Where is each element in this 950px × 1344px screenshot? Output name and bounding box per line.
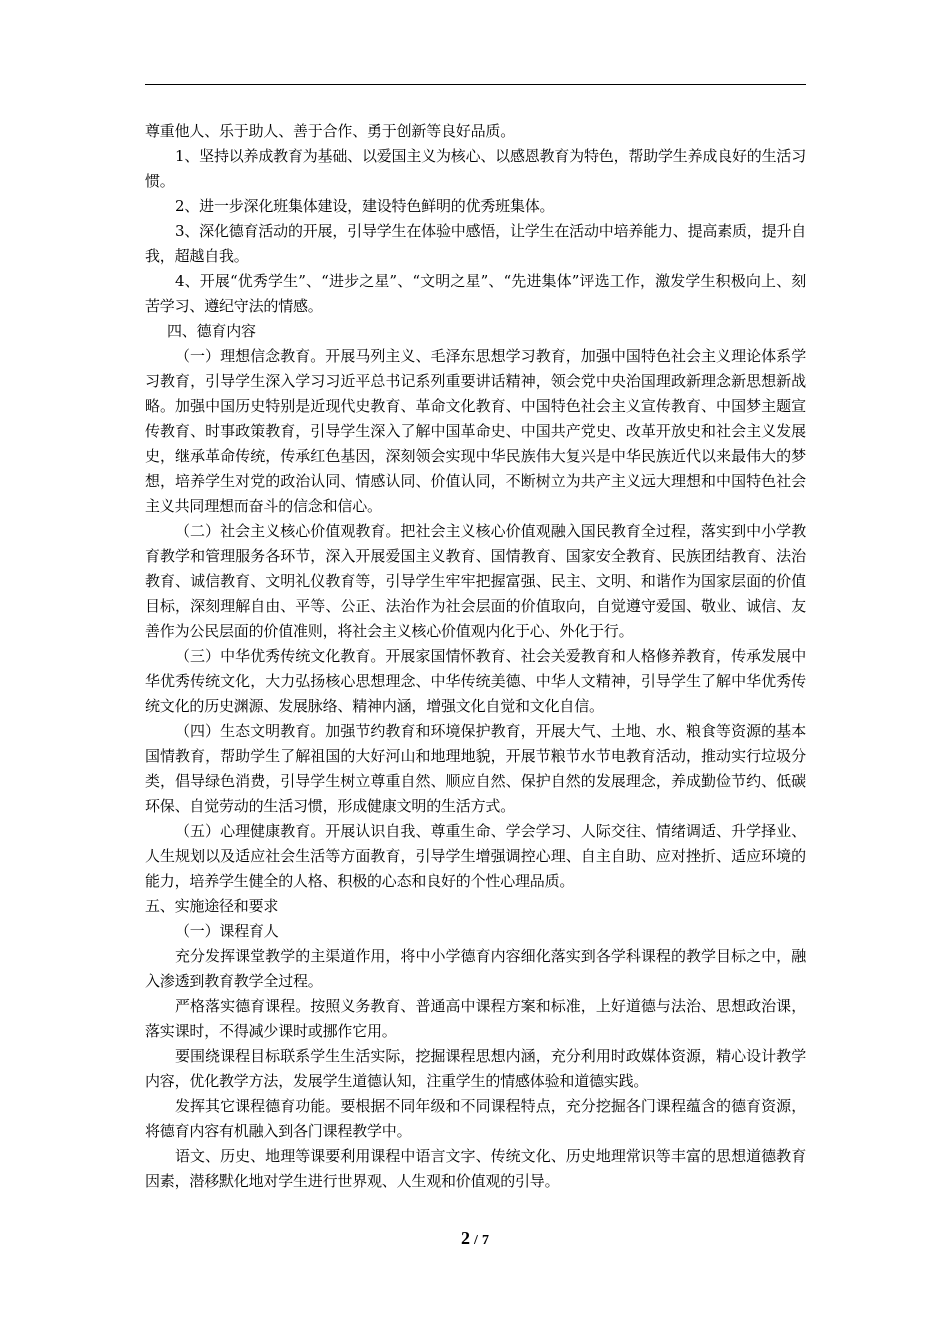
paragraph: 要围绕课程目标联系学生生活实际，挖掘课程思想内涵，充分利用时政媒体资源，精心设计教学内容，优化教学方法，发展学生道德认知，注重学生的情感体验和道德实践。 <box>145 1047 806 1090</box>
paragraph: 3、深化德育活动的开展，引导学生在体验中感悟，让学生在活动中培养能力、提高素质，提升自我，超越自我。 <box>145 222 806 265</box>
page-separator: / <box>474 1233 478 1248</box>
paragraph: （二）社会主义核心价值观教育。把社会主义核心价值观融入国民教育全过程，落实到中小学教育教学和管理服务各环节，深入开展爱国主义教育、国情教育、国家安全教育、民族团结教育、法治教育、诚信教育、文明礼仪教育等，引导学生牢牢把握富强、民主、文明、和谐作为国家层面的价值目标，深刻理解自由、平等、公正、法治作为社会层面的价值取向，自觉遵守爱国、敬业、诚信、友善作为公民层面的价值准则，将社会主义核心价值观内化于心、外化于行。 <box>145 522 806 640</box>
paragraph: 四、德育内容 <box>167 322 256 340</box>
paragraph: 尊重他人、乐于助人、善于合作、勇于创新等良好品质。 <box>145 122 516 140</box>
header-rule <box>145 84 806 85</box>
paragraph: 充分发挥课堂教学的主渠道作用，将中小学德育内容细化落实到各学科课程的教学目标之中，融入渗透到教育教学全过程。 <box>145 947 806 990</box>
document-body <box>145 119 806 1194</box>
paragraph: 五、实施途径和要求 <box>145 897 279 915</box>
total-pages: 7 <box>481 1233 489 1248</box>
paragraph: 2、进一步深化班集体建设，建设特色鲜明的优秀班集体。 <box>175 197 555 215</box>
current-page: 2 <box>461 1228 471 1248</box>
paragraph: 语文、历史、地理等课要利用课程中语言文字、传统文化、历史地理常识等丰富的思想道德教育因素，潜移默化地对学生进行世界观、人生观和价值观的引导。 <box>145 1147 806 1190</box>
paragraph: （五）心理健康教育。开展认识自我、尊重生命、学会学习、人际交往、情绪调适、升学择业、人生规划以及适应社会生活等方面教育，引导学生增强调控心理、自主自助、应对挫折、适应环境的能力，培养学生健全的人格、积极的心态和良好的个性心理品质。 <box>145 822 806 890</box>
paragraph: 4、开展“优秀学生”、“进步之星”、“文明之星”、“先进集体”评选工作，激发学生积极向上、刻苦学习、遵纪守法的情感。 <box>145 272 806 315</box>
paragraph: （一）理想信念教育。开展马列主义、毛泽东思想学习教育，加强中国特色社会主义理论体系学习教育，引导学生深入学习习近平总书记系列重要讲话精神，领会党中央治国理政新理念新思想新战略。加强中国历史特别是近现代史教育、革命文化教育、中国特色社会主义宣传教育、中国梦主题宣传教育、时事政策教育，引导学生深入了解中国革命史、中国共产党史、改革开放史和社会主义发展史，继承革命传统，传承红色基因，深刻领会实现中华民族伟大复兴是中华民族近代以来最伟大的梦想，培养学生对党的政治认同、情感认同、价值认同，不断树立为共产主义远大理想和中国特色社会主义共同理想而奋斗的信念和信心。 <box>145 347 806 515</box>
paragraph: 1、坚持以养成教育为基础、以爱国主义为核心、以感恩教育为特色，帮助学生养成良好的生活习惯。 <box>145 147 806 190</box>
page-number <box>0 1228 950 1249</box>
paragraph: 发挥其它课程德育功能。要根据不同年级和不同课程特点，充分挖掘各门课程蕴含的德育资源，将德育内容有机融入到各门课程教学中。 <box>145 1097 806 1140</box>
paragraph: 严格落实德育课程。按照义务教育、普通高中课程方案和标准，上好道德与法治、思想政治课，落实课时，不得减少课时或挪作它用。 <box>145 997 806 1040</box>
paragraph: （一）课程育人 <box>175 922 279 940</box>
paragraph: （三）中华优秀传统文化教育。开展家国情怀教育、社会关爱教育和人格修养教育，传承发展中华优秀传统文化，大力弘扬核心思想理念、中华传统美德、中华人文精神，引导学生了解中华优秀传统文化的历史渊源、发展脉络、精神内涵，增强文化自觉和文化自信。 <box>145 647 806 715</box>
paragraph: （四）生态文明教育。加强节约教育和环境保护教育，开展大气、土地、水、粮食等资源的基本国情教育，帮助学生了解祖国的大好河山和地理地貌，开展节粮节水节电教育活动，推动实行垃圾分类，倡导绿色消费，引导学生树立尊重自然、顺应自然、保护自然的发展理念，养成勤俭节约、低碳环保、自觉劳动的生活习惯，形成健康文明的生活方式。 <box>145 722 806 815</box>
